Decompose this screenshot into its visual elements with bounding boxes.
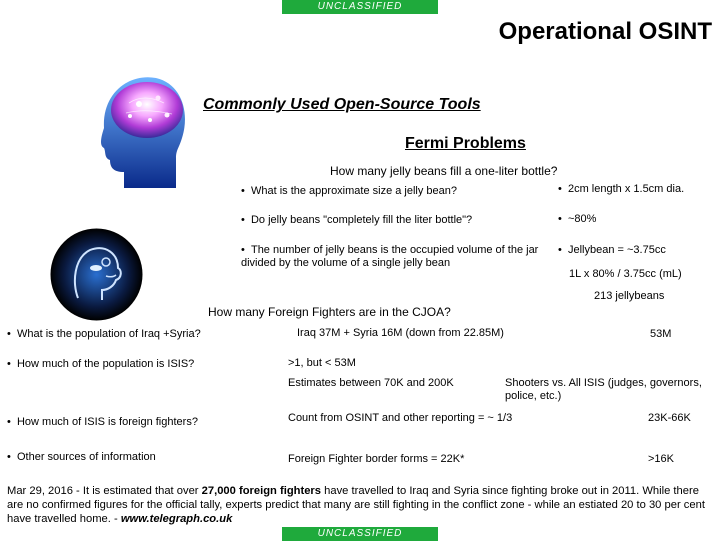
fighters-detail: >1, but < 53M (288, 357, 356, 369)
fermi-item-answer: • ~80% (558, 213, 597, 225)
fermi-item-answer: • 2cm length x 1.5cm dia. (558, 183, 685, 195)
footer-highlight: 27,000 foreign fighters (201, 485, 322, 497)
footer-source-link[interactable]: www.telegraph.co.uk (120, 513, 233, 525)
fighters-value: 53M (650, 328, 672, 340)
fighters-question: • Other sources of information (7, 451, 156, 463)
fermi-item (241, 214, 536, 227)
bullet-icon: • (558, 183, 568, 195)
fighters-question: • How much of ISIS is foreign fighters? (7, 416, 198, 428)
bullet-icon: • (7, 358, 17, 370)
fighters-detail: Count from OSINT and other reporting = ~ 1/3 (288, 412, 513, 424)
bullet-icon: • (7, 328, 17, 340)
bullet-icon: • (558, 213, 568, 225)
fighters-heading: How many Foreign Fighters are in the CJOA? (208, 305, 451, 319)
fermi-item (241, 244, 546, 270)
fermi-item-answer: • Jellybean = ~3.75cc (558, 244, 666, 256)
bullet-icon: • (7, 416, 17, 428)
classification-banner-bottom: UNCLASSIFIED (282, 527, 438, 541)
bullet-icon: • (7, 451, 17, 463)
homer-xray-image (50, 228, 143, 321)
fermi-item-question: Do jelly beans "completely fill the liter bottle"? (250, 214, 473, 226)
bullet-icon: • (241, 244, 251, 256)
page-title: Operational OSINT (498, 18, 712, 45)
fermi-item-question: What is the approximate size a jelly bean? (250, 185, 458, 197)
fighters-question: • What is the population of Iraq +Syria? (7, 328, 201, 340)
bullet-icon: • (241, 214, 251, 226)
classification-banner-top: UNCLASSIFIED (282, 0, 438, 14)
fighters-shooters-note: Shooters vs. All ISIS (judges, governors, police, etc.) (505, 377, 702, 402)
fermi-item (241, 185, 536, 198)
bullet-icon: • (241, 185, 251, 197)
fighters-estimates: Estimates between 70K and 200K (288, 377, 454, 389)
fighters-detail: Iraq 37M + Syria 16M (down from 22.85M) (297, 327, 504, 339)
fighters-value: 23K-66K (648, 412, 691, 424)
fermi-question: How many jelly beans fill a one-liter bottle? (330, 164, 558, 178)
fighters-question: • How much of the population is ISIS? (7, 358, 195, 370)
fighters-value: >16K (648, 453, 674, 465)
bullet-icon: • (558, 244, 568, 256)
fighters-detail: Foreign Fighter border forms = 22K* (288, 453, 465, 465)
fermi-heading: Fermi Problems (405, 135, 526, 152)
fermi-calculation: 1L x 80% / 3.75cc (mL) (569, 268, 682, 280)
page-subtitle: Commonly Used Open-Source Tools (203, 96, 481, 113)
footer-quote: Mar 29, 2016 - It is estimated that over 27,000 foreign fighters have travelled to Iraq and Syria since fighting broke out in 2011. While there are no confirmed figures for the official tally, experts predict that many are still fighting in the conflict zone - while an estiated 20 to 30 per cent have travelled home. - www.telegraph.co.uk (7, 485, 705, 525)
brain-scan-image (84, 68, 194, 188)
fermi-result: 213 jellybeans (594, 290, 665, 302)
fermi-item-question: The number of jelly beans is the occupied volume of the jar divided by the volume of a single jelly bean (241, 244, 539, 269)
